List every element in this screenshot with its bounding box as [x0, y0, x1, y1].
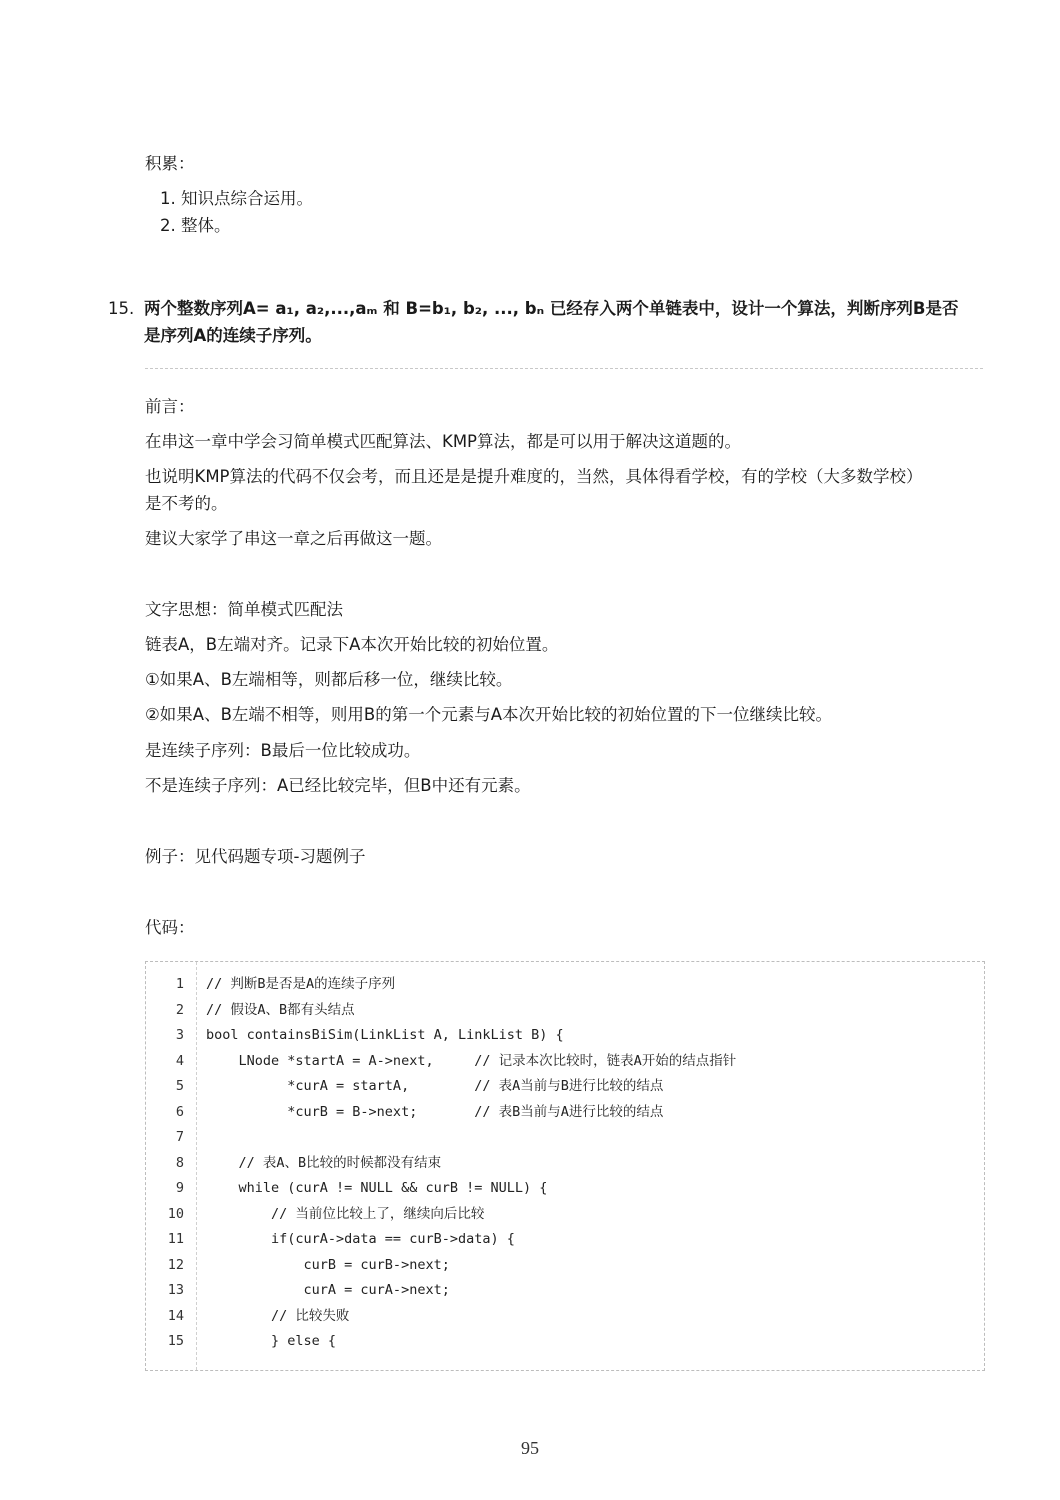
idea-line-2: ①如果A、B左端相等，则都后移一位，继续比较。 — [145, 670, 513, 689]
line-number: 6 — [175, 1103, 184, 1120]
question-15 — [108, 295, 988, 349]
line-number: 14 — [167, 1307, 184, 1324]
code-line — [146, 1278, 984, 1304]
code-heading: 代码： — [145, 918, 195, 937]
code-line — [146, 1125, 984, 1151]
line-number: 3 — [175, 1027, 184, 1043]
code-text: curB = curB->next; — [206, 1256, 450, 1273]
line-number: 15 — [167, 1333, 184, 1349]
line-number: 1 — [175, 976, 184, 992]
code-line — [146, 972, 984, 998]
list-number: 1. — [160, 189, 176, 208]
code-text: // 比较失败 — [206, 1307, 350, 1324]
line-number: 4 — [175, 1052, 184, 1069]
code-line — [146, 1074, 984, 1100]
code-line — [146, 1100, 984, 1126]
preface-paragraph-2-line-2: 是不考的。 — [145, 494, 228, 513]
code-text: } else { — [206, 1333, 337, 1349]
idea-line-3: ②如果A、B左端不相等，则用B的第一个元素与A本次开始比较的初始位置的下一位继续比较。 — [145, 705, 833, 724]
idea-line-1: 链表A，B左端对齐。记录下A本次开始比较的初始位置。 — [145, 635, 559, 654]
code-line — [146, 1202, 984, 1228]
code-text: // 表A、B比较的时候都没有结束 — [206, 1154, 442, 1171]
line-number: 8 — [175, 1154, 184, 1171]
accumulation-heading: 积累： — [145, 154, 195, 173]
idea-line-5: 不是连续子序列：A已经比较完毕，但B中还有元素。 — [145, 776, 531, 795]
code-text: while (curA != NULL && curB != NULL) { — [206, 1180, 548, 1196]
question-line-1 — [108, 295, 988, 322]
line-number: 9 — [175, 1180, 184, 1196]
code-text: // 判断B是否是A的连续子序列 — [206, 976, 396, 992]
code-line — [146, 1329, 984, 1355]
code-line — [146, 1227, 984, 1253]
code-line — [146, 1151, 984, 1177]
code-text: if(curA->data == curB->data) { — [206, 1231, 515, 1247]
list-text: 知识点综合运用。 — [181, 189, 313, 208]
line-number: 13 — [167, 1282, 184, 1298]
code-line — [146, 1253, 984, 1279]
idea-heading: 文字思想：简单模式匹配法 — [145, 600, 343, 619]
line-number: 12 — [167, 1256, 184, 1273]
example-line: 例子：见代码题专项-习题例子 — [145, 847, 366, 866]
code-line — [146, 1023, 984, 1049]
line-number: 10 — [167, 1205, 184, 1222]
code-text: *curB = B->next; // 表B当前与A进行比较的结点 — [206, 1103, 664, 1120]
accumulation-item-1 — [160, 188, 313, 210]
code-text: // 当前位比较上了，继续向后比较 — [206, 1205, 485, 1222]
code-text: curA = curA->next; — [206, 1282, 450, 1298]
line-number: 5 — [175, 1078, 184, 1094]
code-line — [146, 1049, 984, 1075]
code-line — [146, 1176, 984, 1202]
code-text: // 假设A、B都有头结点 — [206, 1001, 355, 1018]
preface-heading: 前言： — [145, 397, 195, 416]
line-number: 11 — [167, 1231, 184, 1247]
question-text-1: 两个整数序列A= a₁, a₂,...,aₘ 和 B=b₁, b₂, ..., bₙ 已经存入两个单链表中，设计一个算法，判断序列B是否 — [144, 299, 959, 318]
line-number: 7 — [175, 1129, 184, 1145]
line-number: 2 — [175, 1001, 184, 1018]
code-text: LNode *startA = A->next, // 记录本次比较时，链表A开始的结点指针 — [206, 1052, 737, 1069]
code-line — [146, 998, 984, 1024]
code-line — [146, 1304, 984, 1330]
code-text: *curA = startA, // 表A当前与B进行比较的结点 — [206, 1078, 664, 1094]
code-block — [145, 961, 985, 1371]
question-text-2: 是序列A的连续子序列。 — [144, 326, 322, 345]
page-number: 95 — [521, 1438, 539, 1458]
idea-line-4: 是连续子序列：B最后一位比较成功。 — [145, 741, 421, 760]
question-number: 15. — [108, 299, 135, 318]
code-text: bool containsBiSim(LinkList A, LinkList B) { — [206, 1027, 564, 1043]
preface-paragraph-1: 在串这一章中学会习简单模式匹配算法、KMP算法，都是可以用于解决这道题的。 — [145, 432, 742, 451]
accumulation-item-2 — [160, 215, 231, 237]
preface-paragraph-3: 建议大家学了串这一章之后再做这一题。 — [145, 529, 442, 548]
list-text: 整体。 — [181, 216, 231, 235]
preface-paragraph-2-line-1: 也说明KMP算法的代码不仅会考，而且还是是提升难度的，当然，具体得看学校，有的学校（大多数学校） — [145, 467, 923, 486]
section-divider — [145, 368, 983, 369]
list-number: 2. — [160, 216, 176, 235]
